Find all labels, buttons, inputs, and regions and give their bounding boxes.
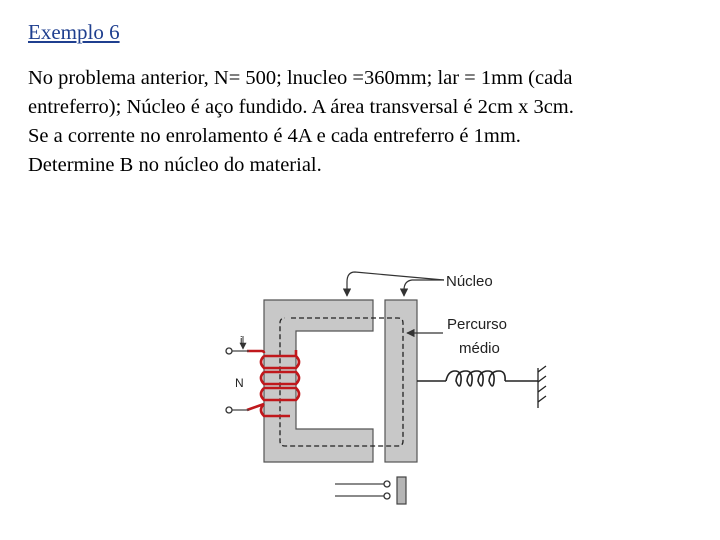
- spring-anchor-wall: [538, 366, 546, 408]
- core-label: Núcleo: [446, 273, 493, 290]
- c-core: [264, 300, 373, 462]
- problem-line-3: Se a corrente no enrolamento é 4A e cada entreferro é 1mm.: [28, 125, 521, 147]
- spring: [417, 371, 538, 386]
- problem-line-4: Determine B no núcleo do material.: [28, 154, 322, 176]
- slide-title: Exemplo 6: [28, 20, 120, 44]
- turns-label: N: [235, 376, 244, 390]
- problem-line-1: No problema anterior, N= 500; lnucleo =360mm; lar = 1mm (cada: [28, 67, 573, 89]
- problem-line-2: entreferro); Núcleo é aço fundido. A área transversal é 2cm x 3cm.: [28, 96, 574, 118]
- terminal-bottom: [226, 407, 232, 413]
- mean-path-label-1: Percurso: [447, 316, 508, 333]
- terminal-top: [226, 348, 232, 354]
- mean-path-label-2: médio: [459, 340, 500, 357]
- core-arrow-right: [404, 280, 444, 296]
- i-bar-armature: [385, 300, 417, 462]
- contact-switch: [335, 477, 406, 504]
- current-label: i: [240, 335, 243, 347]
- core-arrow-left: [347, 272, 444, 296]
